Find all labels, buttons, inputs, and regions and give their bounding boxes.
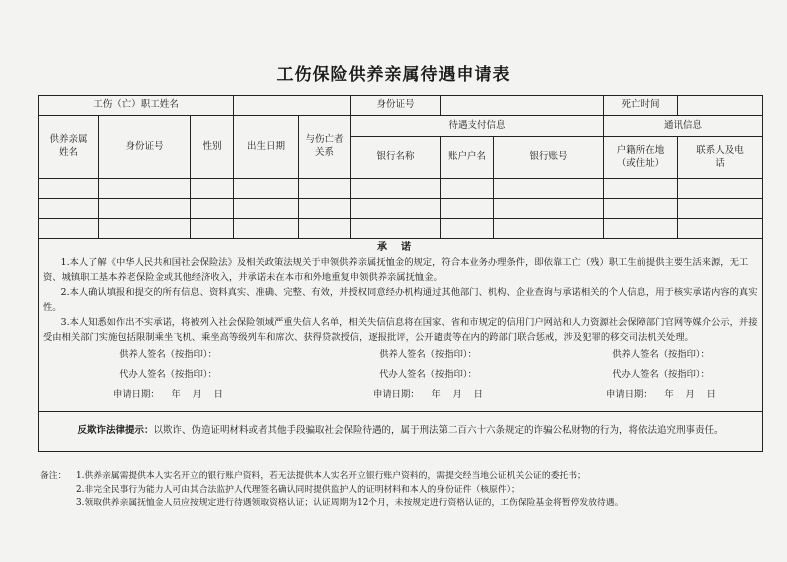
death-time-field[interactable] (678, 96, 763, 116)
agent-sign-1[interactable]: 代办人签名（按指印）： (119, 368, 217, 380)
anti-fraud-notice (39, 412, 763, 452)
col-account-name: 账户户名 (441, 137, 494, 179)
agent-sign-2[interactable]: 代办人签名（按指印）： (379, 368, 477, 380)
dependent-sign-3[interactable]: 供养人签名（按指印）： (612, 348, 710, 360)
dependent-sign-1[interactable]: 供养人签名（按指印）： (119, 348, 217, 360)
col-payment-group: 待遇支付信息 (351, 116, 604, 137)
anti-fraud-label: 反欺诈法律提示： (77, 425, 154, 437)
col-dependent-name: 供养亲属姓名 (39, 116, 99, 179)
worker-name-field[interactable] (234, 96, 351, 116)
promise-title: 承诺 (377, 242, 426, 253)
note-item-1: 1.供养亲属需提供本人实名开立的银行账户资料，若无法提供本人实名开立银行账户资料的，需提交经当地公证机关公证的委托书； (76, 471, 586, 481)
notes-label: 备注： (40, 471, 67, 481)
worker-name-label: 工伤（亡）职工姓名 (39, 96, 234, 116)
col-residence: 户籍所在地（或住址） (604, 137, 678, 179)
promise-section (39, 239, 763, 412)
worker-id-field[interactable] (441, 96, 604, 116)
note-item-3: 3.领取供养亲属抚恤金人员应按规定进行待遇领取资格认证；认证周期为12个月，未按规定进行资格认证的，工伤保险基金将暂停发放待遇。 (76, 498, 624, 509)
promise-item-1: 1.本人了解《中华人民共和国社会保险法》及相关政策法规关于申领供养亲属抚恤金的规定，符合本业务办理条件，即依靠工亡（残）职工生前提供主要生活来源，无工资、城镇职工基本养老保险金或其他经济收入，并承诺未在本市和外地重复申领供养亲属抚恤金。 (43, 256, 749, 283)
dependent-sign-2[interactable]: 供养人签名（按指印）： (379, 348, 477, 360)
worker-id-label: 身份证号 (351, 96, 441, 116)
apply-date-1[interactable]: 申请日期： 年 月 日 (113, 388, 223, 400)
table-row (39, 219, 763, 239)
anti-fraud-text: 以欺诈、伪造证明材料或者其他手段骗取社会保险待遇的，属于刑法第二百六十六条规定的诈骗公私财物的行为，将依法追究刑事责任。 (153, 425, 724, 437)
col-contact-group: 通讯信息 (604, 116, 763, 137)
col-birth-date: 出生日期 (234, 116, 299, 179)
promise-item-2: 2.本人确认填报和提交的所有信息、资料真实、准确、完整、有效，并授权同意经办机构通过其他部门、机构、企业查询与承诺相关的个人信息，用于核实承诺内容的真实性。 (43, 286, 758, 313)
apply-date-row (43, 385, 759, 405)
apply-date-2[interactable]: 申请日期： 年 月 日 (373, 388, 483, 400)
notes-section (40, 470, 770, 511)
dependent-sign-row (43, 345, 759, 365)
col-gender: 性别 (191, 116, 234, 179)
agent-sign-3[interactable]: 代办人签名（按指印）： (612, 368, 710, 380)
apply-date-3[interactable]: 申请日期： 年 月 日 (606, 388, 716, 400)
table-row (39, 179, 763, 199)
death-time-label: 死亡时间 (604, 96, 678, 116)
col-bank-name: 银行名称 (351, 137, 441, 179)
col-id-number: 身份证号 (99, 116, 191, 179)
col-relation: 与伤亡者关系 (299, 116, 351, 179)
application-form-table (38, 95, 763, 452)
table-row (39, 199, 763, 219)
col-contact-person: 联系人及电话 (678, 137, 763, 179)
agent-sign-row (43, 365, 759, 385)
page-title: 工伤保险供养亲属待遇申请表 (276, 65, 511, 85)
col-account-no: 银行账号 (494, 137, 604, 179)
promise-item-3: 3.本人知悉如作出不实承诺，将被列入社会保险领域严重失信人名单，相关失信信息将在国家、省和市规定的信用门户网站和人力资源社会保障部门官网等媒介公示，并接受由相关部门实施包括限制乘坐飞机、乘坐高等级列车和席次、获得贷款授信，逐报批评，公开谴责等在内的跨部门联合惩戒，涉及犯罪的移交司法机关处理。 (43, 316, 758, 343)
note-item-2: 2.非完全民事行为能力人可由其合法监护人代理签名确认同时提供监护人的证明材料和本人的身份证件（核原件）； (76, 484, 520, 495)
